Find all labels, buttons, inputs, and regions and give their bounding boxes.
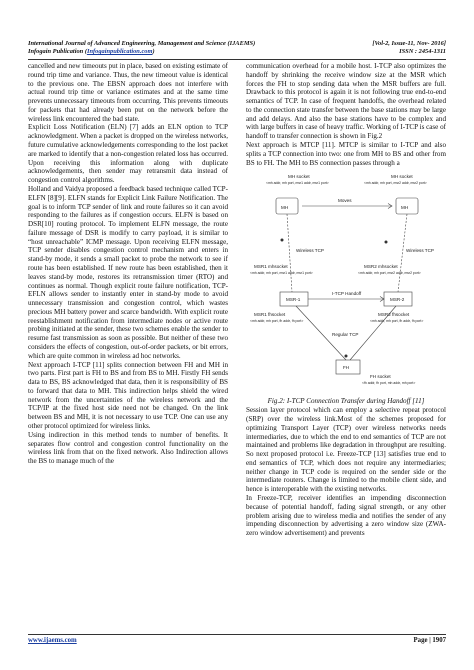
wireless-right-label: Wireless TCP	[406, 248, 434, 254]
publisher-line	[28, 48, 155, 56]
fh-label: FH	[343, 365, 350, 371]
mh-socket-right-sub: <mh addr, mh port, msr2 addr, msr2 port>	[364, 181, 427, 186]
publisher-suffix: )	[152, 48, 155, 55]
mh-socket-right-label: MH socket	[391, 174, 413, 180]
publisher-prefix: Infogain Publication (	[28, 48, 87, 55]
page-number: Page | 1907	[413, 637, 446, 644]
volume-info: [Vol-2, Issue-11, Nov- 2016]	[372, 40, 446, 47]
issn: ISSN : 2454-1311	[399, 48, 446, 55]
wireless-line-right	[398, 214, 407, 292]
figure-caption: Fig.2: I-TCP Connection Transfer during Handoff [11]	[267, 397, 425, 406]
msr1-socket-top-sub: <mh addr, mh port, msr1 addr, msr1 port>	[250, 271, 313, 276]
journal-title: International Journal of Advanced Engineering, Management and Science (IJAEMS)	[28, 40, 256, 47]
moves-label: Moves	[338, 198, 352, 204]
website-link[interactable]: www.ijaems.com	[28, 637, 77, 644]
publisher-link[interactable]: Infogainpublication.com	[86, 48, 153, 55]
footer-rule	[28, 634, 446, 635]
page-header	[28, 40, 446, 64]
msr2-fh-socket-label: MSR2 fhsocket	[378, 312, 410, 318]
regular-tcp-label: Regular TCP	[332, 332, 359, 338]
page-footer	[28, 637, 446, 644]
msr2-socket-top-sub: <mh addr, mh port, msr2 addr, msr2 port>	[358, 271, 421, 276]
mh-socket-top-sub: <mh addr, mh port, msr1 addr, msr1 port>	[266, 181, 329, 186]
wireless-line-left	[287, 214, 292, 292]
right-column	[246, 62, 446, 630]
figure-itcp-handoff	[246, 170, 446, 396]
msr2-label: MSR-2	[390, 297, 405, 303]
paragraph: Explicit Loss Notification (ELN) [7] adds an ELN option to TCP acknowledgment. When a packet is dropped on the wireless networks, future cumulative acknowledgements corresponding to the lost packet are marked to identify that a non-congestion related loss has occurred. Upon receiving this information along with duplicate acknowledgements, then sender may retransmit data instead of congestion control algorithms.	[28, 123, 228, 185]
paragraph: In Freeze-TCP, receiver identifies an impending disconnection because of potential handoff, fading signal strength, or any other problem arising due to wireless media and notifies the sender of any impending disconnection by advertising a zero window size (ZWA- zero window advertisement) and prevents	[246, 493, 446, 538]
paragraph: Next approach is MTCP [11]. MTCP is similar to I-TCP and also splits a TCP connection into two: one from MH to BS and other from BS to FH. The MH to BS connection passes through a	[246, 141, 446, 167]
socket-dot	[345, 355, 348, 358]
header-rule	[28, 59, 446, 60]
msr2-fh-socket-sub: <mh addr, mh port, fh addr, fh port>	[370, 319, 424, 324]
msr1-label: MSR-1	[286, 297, 301, 303]
mh-left-label: MH	[281, 205, 289, 211]
wireless-left-label: Wireless TCP	[296, 248, 324, 254]
handoff-label: I-TCP Handoff	[332, 291, 362, 297]
fh-socket-label: FH socket	[370, 374, 391, 380]
fh-socket-sub: <fh addr, fh port, mh addr, mh port>	[362, 381, 416, 386]
paragraph: Session layer protocol which can employ a selective repeat protocol (SRP) over the wireless link.Most of the schemes proposed for optimizing Transport Layer (TCP) over wireless networks needs intermediaries, due to which the end to end semantics of TCP are not maintained and problems like degradation in throughput are resulting. So next proposed protocol i.e. Freeze-TCP [13] satisfies true end to end semantics of TCP, which does not require any intermediaries; neither change in TCP code is required on the sender side or the intermediate routers. Change is limited to the mobile client side, and hence is interoperable with the existing networks.	[246, 406, 446, 494]
paragraph: Next approach I-TCP [11] splits connection between FH and MH in two parts. First part is FH to BS and from BS to MH. Firstly FH sends data to BS, BS acknowledged that data, then it is responsibility of BS to forward that data to MH. This indirection helps shield the wired network from the uncertainties of the wireless network and the TCP/IP at the fixed host side need not be changed. On the link between BS and MH, it is not necessary to use TCP. One can use any other protocol optimized for wireless links.	[28, 360, 228, 431]
left-column	[28, 62, 228, 630]
mh-socket-top-label: MH socket	[288, 174, 310, 180]
msr1-fh-socket-sub: <mh addr, mh port, fh addr, fh port>	[250, 319, 304, 324]
paragraph: Holland and Vaidya proposed a feedback based technique called TCP-ELFN [8][9]. ELFN stands for Explicit Link Failure Notification. The goal is to inform TCP sender of link and route failures so it can avoid responding to the failures as if congestion occurs. ELFN is based on DSR[10] routing protocol. To implement ELFN message, the route failure message of DSR is modify to carry payload, it is similar to “host unreachable” ICMP message. Upon receiving ELFN message, TCP sender disables congestion control mechanism and enters in stand-by mode, it sends a small packet to probe the network to see if route has been established. If new route has been established, then it leaves stand-by mode, restores its retransmission timer (RTO) and continues as normal. Though explicit route failure notification, TCP-EFLN allows sender to instantly enter in stand-by mode to avoid unnecessary transmission and congestion control, which wastes precious MH battery power and scarce bandwidth. With explicit route reestablishment notification from intermediate nodes or active route probing initiated at the sender, these two schemes enable the sender to resume fast transmission as soon as possible. But neither of these two considers the effects of congestion, out-of-order packets, or bit errors, which are quite common in wireless ad hoc networks.	[28, 184, 228, 360]
msr1-fh-socket-label: MSR1 fhsocket	[254, 312, 286, 318]
msr1-socket-top-label: MSR1 mhsocket	[254, 264, 288, 270]
mh-right-label: MH	[401, 205, 409, 211]
msr2-socket-top-label: MSR2 mhsocket	[364, 264, 398, 270]
paragraph: cancelled and new timeouts put in place, based on existing estimate of round trip time and variance. Thus, the new timeout value is identical to the previous one. The EBSN approach does not interfere with actual round trip time or variance estimates and at the same time prevents unnecessary timeouts from occurring. This prevents timeouts for packets that had already been put on the network before the wireless link encountered the bad state.	[28, 62, 228, 123]
paragraph: communication overhead for a mobile host. I-TCP also optimizes the handoff by shrinking the receive window size at the MSR which forces the FH to stop sending data when the MSR buffers are full. Drawback to this protocol is again it is not following true end-to-end semantics of TCP. In case of frequent handoffs, the overhead related to the connection state transfer between the base stations may be large and add delays. And also the base stations have to be complex and with large buffers in case of heavy traffic. Working of I-TCP is case of handoff to transfer connection is shown in Fig.2	[246, 62, 446, 141]
itcp-diagram	[246, 170, 446, 396]
socket-dot	[281, 239, 284, 242]
socket-dot	[385, 241, 388, 244]
paragraph: Using indirection in this method tends to number of benefits. It separates flow control and congestion control functionality on the wireless link from that on the fixed network. Also Indirection allows the BS to manage much of the	[28, 430, 228, 466]
